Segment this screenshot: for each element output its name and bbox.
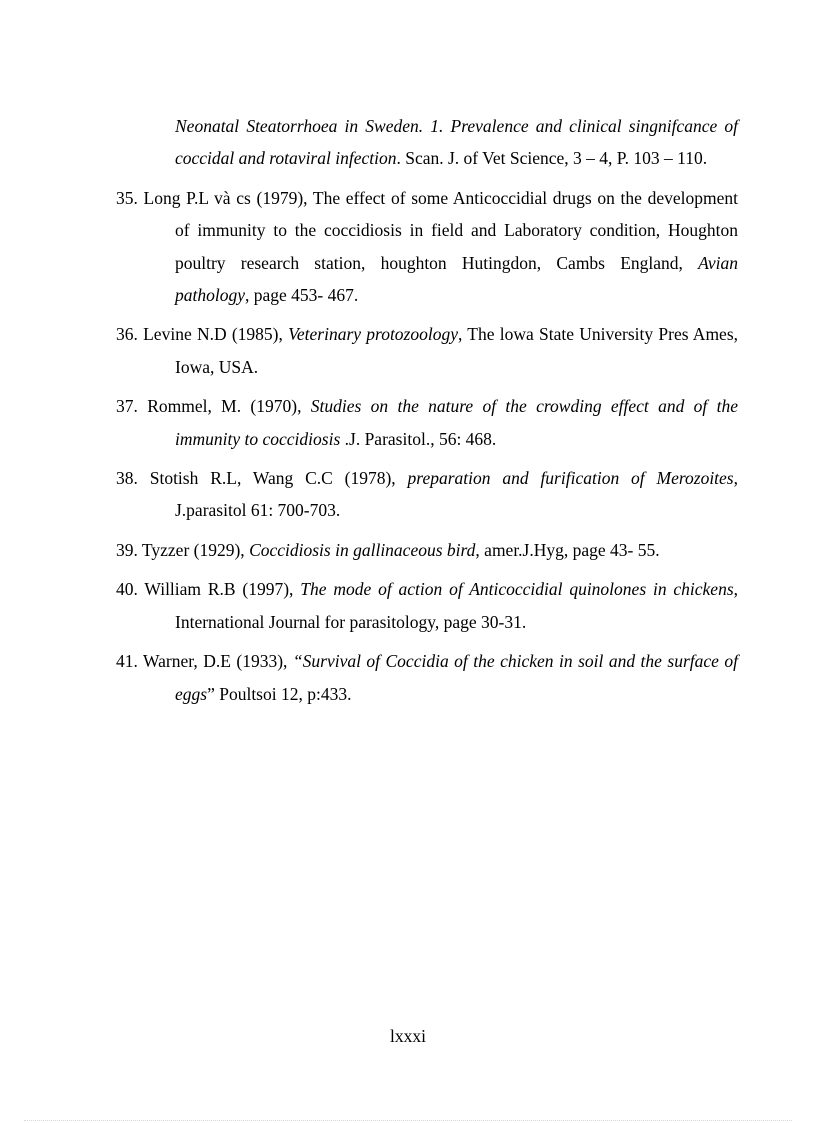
reference-source: .J. Parasitol., 56: 468. xyxy=(340,428,497,449)
reference-source: , International Journal for parasitology, page 30-31. xyxy=(175,579,739,632)
reference-source: ” Poultsoi 12, p:433. xyxy=(207,683,352,704)
reference-authors: 35. Long P.L và cs (1979), The effect of some Anticoccidial drugs on the development of immunity to the coccidiosis in field and Laboratory condition, Houghton poultry research station, houghton Hutingdon, Cambs England, xyxy=(116,187,738,273)
reference-journal: Avian pathology xyxy=(175,252,738,306)
reference-authors: 36. Levine N.D (1985), xyxy=(116,324,289,345)
reference-37 xyxy=(116,390,738,455)
reference-source: , amer.J.Hyg, page 43- 55. xyxy=(475,539,660,560)
reference-title: Coccidiosis in gallinaceous bird xyxy=(249,539,476,560)
reference-title: Veterinary protozoology xyxy=(288,324,458,345)
reference-title: Neonatal Steatorrhoea in Sweden. 1. Prevalence and clinical singnifcance of coccidal and rotaviral infection xyxy=(175,116,738,169)
reference-title: Studies on the nature of the crowding effect and of the immunity to coccidiosis xyxy=(175,396,738,449)
page-bottom-divider xyxy=(24,1120,792,1121)
reference-authors: 37. Rommel, M. (1970), xyxy=(116,396,311,417)
reference-source: , The lowa State University Pres Ames, Iowa, USA. xyxy=(175,324,739,377)
reference-source: , J.parasitol 61: 700-703. xyxy=(175,468,738,521)
reference-authors: 38. Stotish R.L, Wang C.C (1978), xyxy=(116,468,408,489)
reference-35 xyxy=(116,182,738,312)
reference-authors: 40. William R.B (1997), xyxy=(116,579,301,600)
reference-list xyxy=(116,110,738,717)
reference-39 xyxy=(116,534,738,566)
reference-continuation xyxy=(116,110,738,175)
reference-pages: , page 453- 467. xyxy=(245,285,359,306)
reference-36 xyxy=(116,318,738,383)
reference-40 xyxy=(116,573,738,638)
reference-title: preparation and furification of Merozoites xyxy=(407,468,734,489)
reference-38 xyxy=(116,462,738,527)
reference-authors: 39. Tyzzer (1929), xyxy=(116,539,250,560)
reference-title: The mode of action of Anticoccidial quinolones in chickens xyxy=(300,579,734,600)
reference-authors: 41. Warner, D.E (1933), xyxy=(116,651,293,672)
reference-title: “Survival of Coccidia of the chicken in soil and the surface of eggs xyxy=(175,651,738,704)
page-number: lxxxi xyxy=(390,1026,426,1046)
reference-41 xyxy=(116,645,738,710)
reference-source: . Scan. J. of Vet Science, 3 – 4, P. 103 – 110. xyxy=(396,148,708,169)
